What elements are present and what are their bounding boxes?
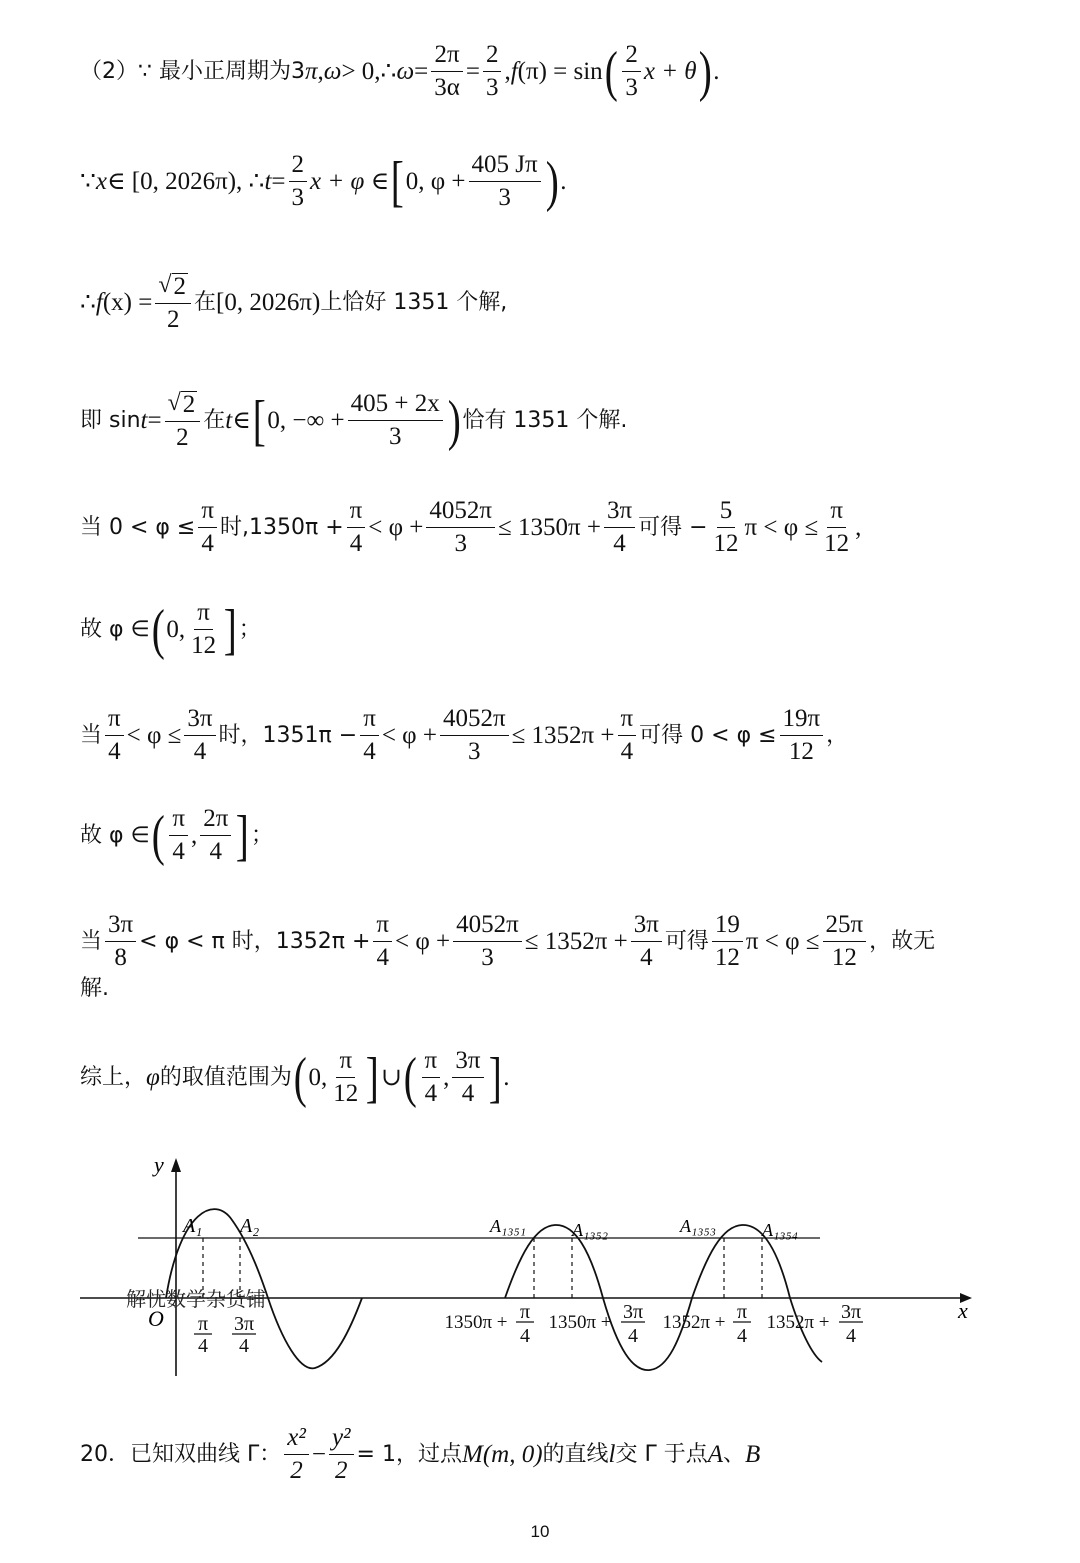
- tick-label: 3π: [233, 1313, 255, 1335]
- fraction: $\frac{\text{x²}}{2}$: [284, 1425, 309, 1485]
- fraction: $\frac{\pi}{4}$: [347, 498, 366, 558]
- tick-label: 3π: [622, 1301, 644, 1323]
- fraction: $\frac{19}{12}$: [712, 912, 743, 972]
- fraction: √ 2 2: [155, 272, 191, 334]
- watermark: 解忧数学杂货铺: [126, 1287, 266, 1311]
- fraction: √ 2 2: [165, 390, 201, 452]
- fraction: $\frac{2\pi}{3\alpha}$: [431, 42, 463, 102]
- tick-label: 4: [239, 1335, 249, 1357]
- fraction: $\frac{\pi}{4}$: [169, 806, 188, 866]
- tick-label: 4: [737, 1325, 747, 1347]
- fraction: $\frac{2}{3}$: [622, 42, 641, 102]
- solution-line-3: ∴ f (x) = √ 2 2 在 [0, 2026π) 上恰好 1351 个解,: [80, 272, 508, 334]
- solution-line-9-continued: 解.: [80, 976, 109, 1001]
- y-axis-label: y: [154, 1152, 164, 1177]
- fraction: $\frac{405 + 2x}{3}$: [348, 391, 443, 451]
- fraction: $\frac{\pi}{12}$: [824, 497, 850, 558]
- solution-line-9: 当 $\frac{3\pi}{8}$ < φ < π 时，1352π + $\frac{\pi}{4}$ < φ + $\frac{4052\pi}{3}$ ≤ 1352π + $\frac{3\pi}{4}$ 可得 $\frac{19}{12}$ π < φ ≤ $\frac{25\pi}{12}$ ，故无: [80, 911, 936, 972]
- point-label: A₂: [240, 1215, 260, 1237]
- tick-label: 1350π +: [548, 1312, 612, 1333]
- tick-label: π: [197, 1313, 209, 1335]
- y-axis-arrow-icon: [171, 1158, 181, 1172]
- solution-line-5: 当 0 < φ ≤ $\frac{\pi}{4}$ 时,1350π + $\frac{\pi}{4}$ < φ + $\frac{4052\pi}{3}$ ≤ 1350π + $\frac{3\pi}{4}$ 可得 − $\frac{5}{12}$ π < φ ≤ $\frac{\pi}{12}$ ,: [80, 497, 862, 558]
- sqrt: √ 2: [167, 390, 196, 418]
- tick-label: 4: [198, 1335, 208, 1357]
- sine-curve-right: [692, 1225, 822, 1362]
- fraction: $\frac{3\pi}{4}$: [604, 498, 635, 558]
- fraction: $\frac{\pi}{4}$: [373, 912, 392, 972]
- fraction: $\frac{\pi}{4}$: [105, 706, 124, 766]
- sqrt: √ 2: [158, 272, 187, 300]
- fraction: $\frac{405 J\pi}{3}$: [469, 152, 541, 212]
- tick-label: π: [519, 1301, 531, 1323]
- point-label: A₁₃₅₄: [762, 1220, 799, 1240]
- solution-line-2: ∵ x ∈ [0, 2026π), ∴ t = $\frac{2}{3}$ x + φ ∈ [ 0, φ + $\frac{405 J\pi}{3}$ ) .: [80, 150, 567, 213]
- tick-label: 3π: [840, 1301, 862, 1323]
- tick-label: 1352π +: [766, 1312, 830, 1333]
- solution-line-4: 即 sin t = √ 2 2 在 t ∈ [ 0, −∞ + $\frac{405 + 2x}{3}$ ) 恰有 1351 个解.: [80, 389, 628, 452]
- tick-label: 4: [628, 1325, 638, 1347]
- fraction: $\frac{\pi}{4}$: [198, 498, 217, 558]
- x-axis-label: x: [958, 1298, 968, 1323]
- solution-line-1: （2）∵ 最小正周期为3 π , ω > 0,∴ ω = $\frac{2\pi}{3\alpha}$ = $\frac{2}{3}$ , f (π) = sin ( $\frac{2}{3}$ x + θ ) .: [80, 40, 720, 103]
- solution-line-8: 故 φ ∈ ( $\frac{\pi}{4}$ , $\frac{2\pi}{4}$ ] ；: [80, 804, 273, 867]
- tick-label: 4: [846, 1325, 856, 1347]
- fraction: $\frac{4052\pi}{3}$: [453, 912, 522, 972]
- point-label: A₁₃₅₂: [572, 1220, 609, 1240]
- solution-conclusion: 综上， φ 的取值范围为 ( 0, $\frac{\pi}{12}$ ] ∪ ( $\frac{\pi}{4}$ , $\frac{3\pi}{4}$ ] .: [80, 1046, 510, 1109]
- point-label: A₁₃₅₁: [490, 1216, 527, 1236]
- origin-label: O: [148, 1306, 164, 1331]
- fraction: $\frac{\text{y²}}{2}$: [329, 1425, 354, 1485]
- fraction: $\frac{\pi}{12}$: [333, 1047, 359, 1108]
- point-label: A₁₃₅₃: [680, 1216, 717, 1236]
- fraction: $\frac{3\pi}{8}$: [105, 912, 136, 972]
- page-number: 10: [530, 1522, 550, 1541]
- fraction: $\frac{2}{3}$: [483, 42, 502, 102]
- fraction: $\frac{2}{3}$: [289, 152, 308, 212]
- sine-graph: [0, 1150, 1080, 1400]
- solution-line-7: 当 $\frac{\pi}{4}$ < φ ≤ $\frac{3\pi}{4}$ 时，1351π − $\frac{\pi}{4}$ < φ + $\frac{4052\pi}{3}$ ≤ 1352π + $\frac{\pi}{4}$ 可得 0 < φ ≤ $\frac{19\pi}{12}$ ，: [80, 705, 849, 766]
- fraction: $\frac{25\pi}{12}$: [823, 912, 867, 972]
- fraction: $\frac{2\pi}{4}$: [200, 806, 231, 866]
- tick-label: π: [736, 1301, 748, 1323]
- fraction: $\frac{\pi}{12}$: [191, 599, 217, 660]
- tick-label: 1352π +: [662, 1312, 726, 1333]
- fraction: $\frac{3\pi}{4}$: [631, 912, 662, 972]
- fraction: $\frac{\pi}{4}$: [360, 706, 379, 766]
- fraction: $\frac{5}{12}$: [713, 497, 739, 558]
- fraction: $\frac{19\pi}{12}$: [780, 706, 824, 766]
- fraction: $\frac{3\pi}{4}$: [452, 1048, 483, 1108]
- solution-line-6: 故 φ ∈ ( 0, $\frac{\pi}{12}$ ] ；: [80, 598, 261, 661]
- point-label: A₁: [183, 1215, 203, 1237]
- fraction: $\frac{\pi}{4}$: [618, 706, 637, 766]
- fraction: $\frac{3\pi}{4}$: [184, 706, 215, 766]
- fraction: $\frac{4052\pi}{3}$: [426, 498, 495, 558]
- tick-label: 4: [520, 1325, 530, 1347]
- question-20: 20．已知双曲线 Γ： $\frac{\text{x²}}{2}$ − $\frac{\text{y²}}{2}$ = 1，过点 M (m, 0) 的直线 l 交 Γ 于点 A 、 B: [80, 1424, 761, 1485]
- fraction: $\frac{4052\pi}{3}$: [440, 706, 509, 766]
- tick-label: 1350π +: [444, 1312, 508, 1333]
- fraction: $\frac{\pi}{4}$: [422, 1048, 441, 1108]
